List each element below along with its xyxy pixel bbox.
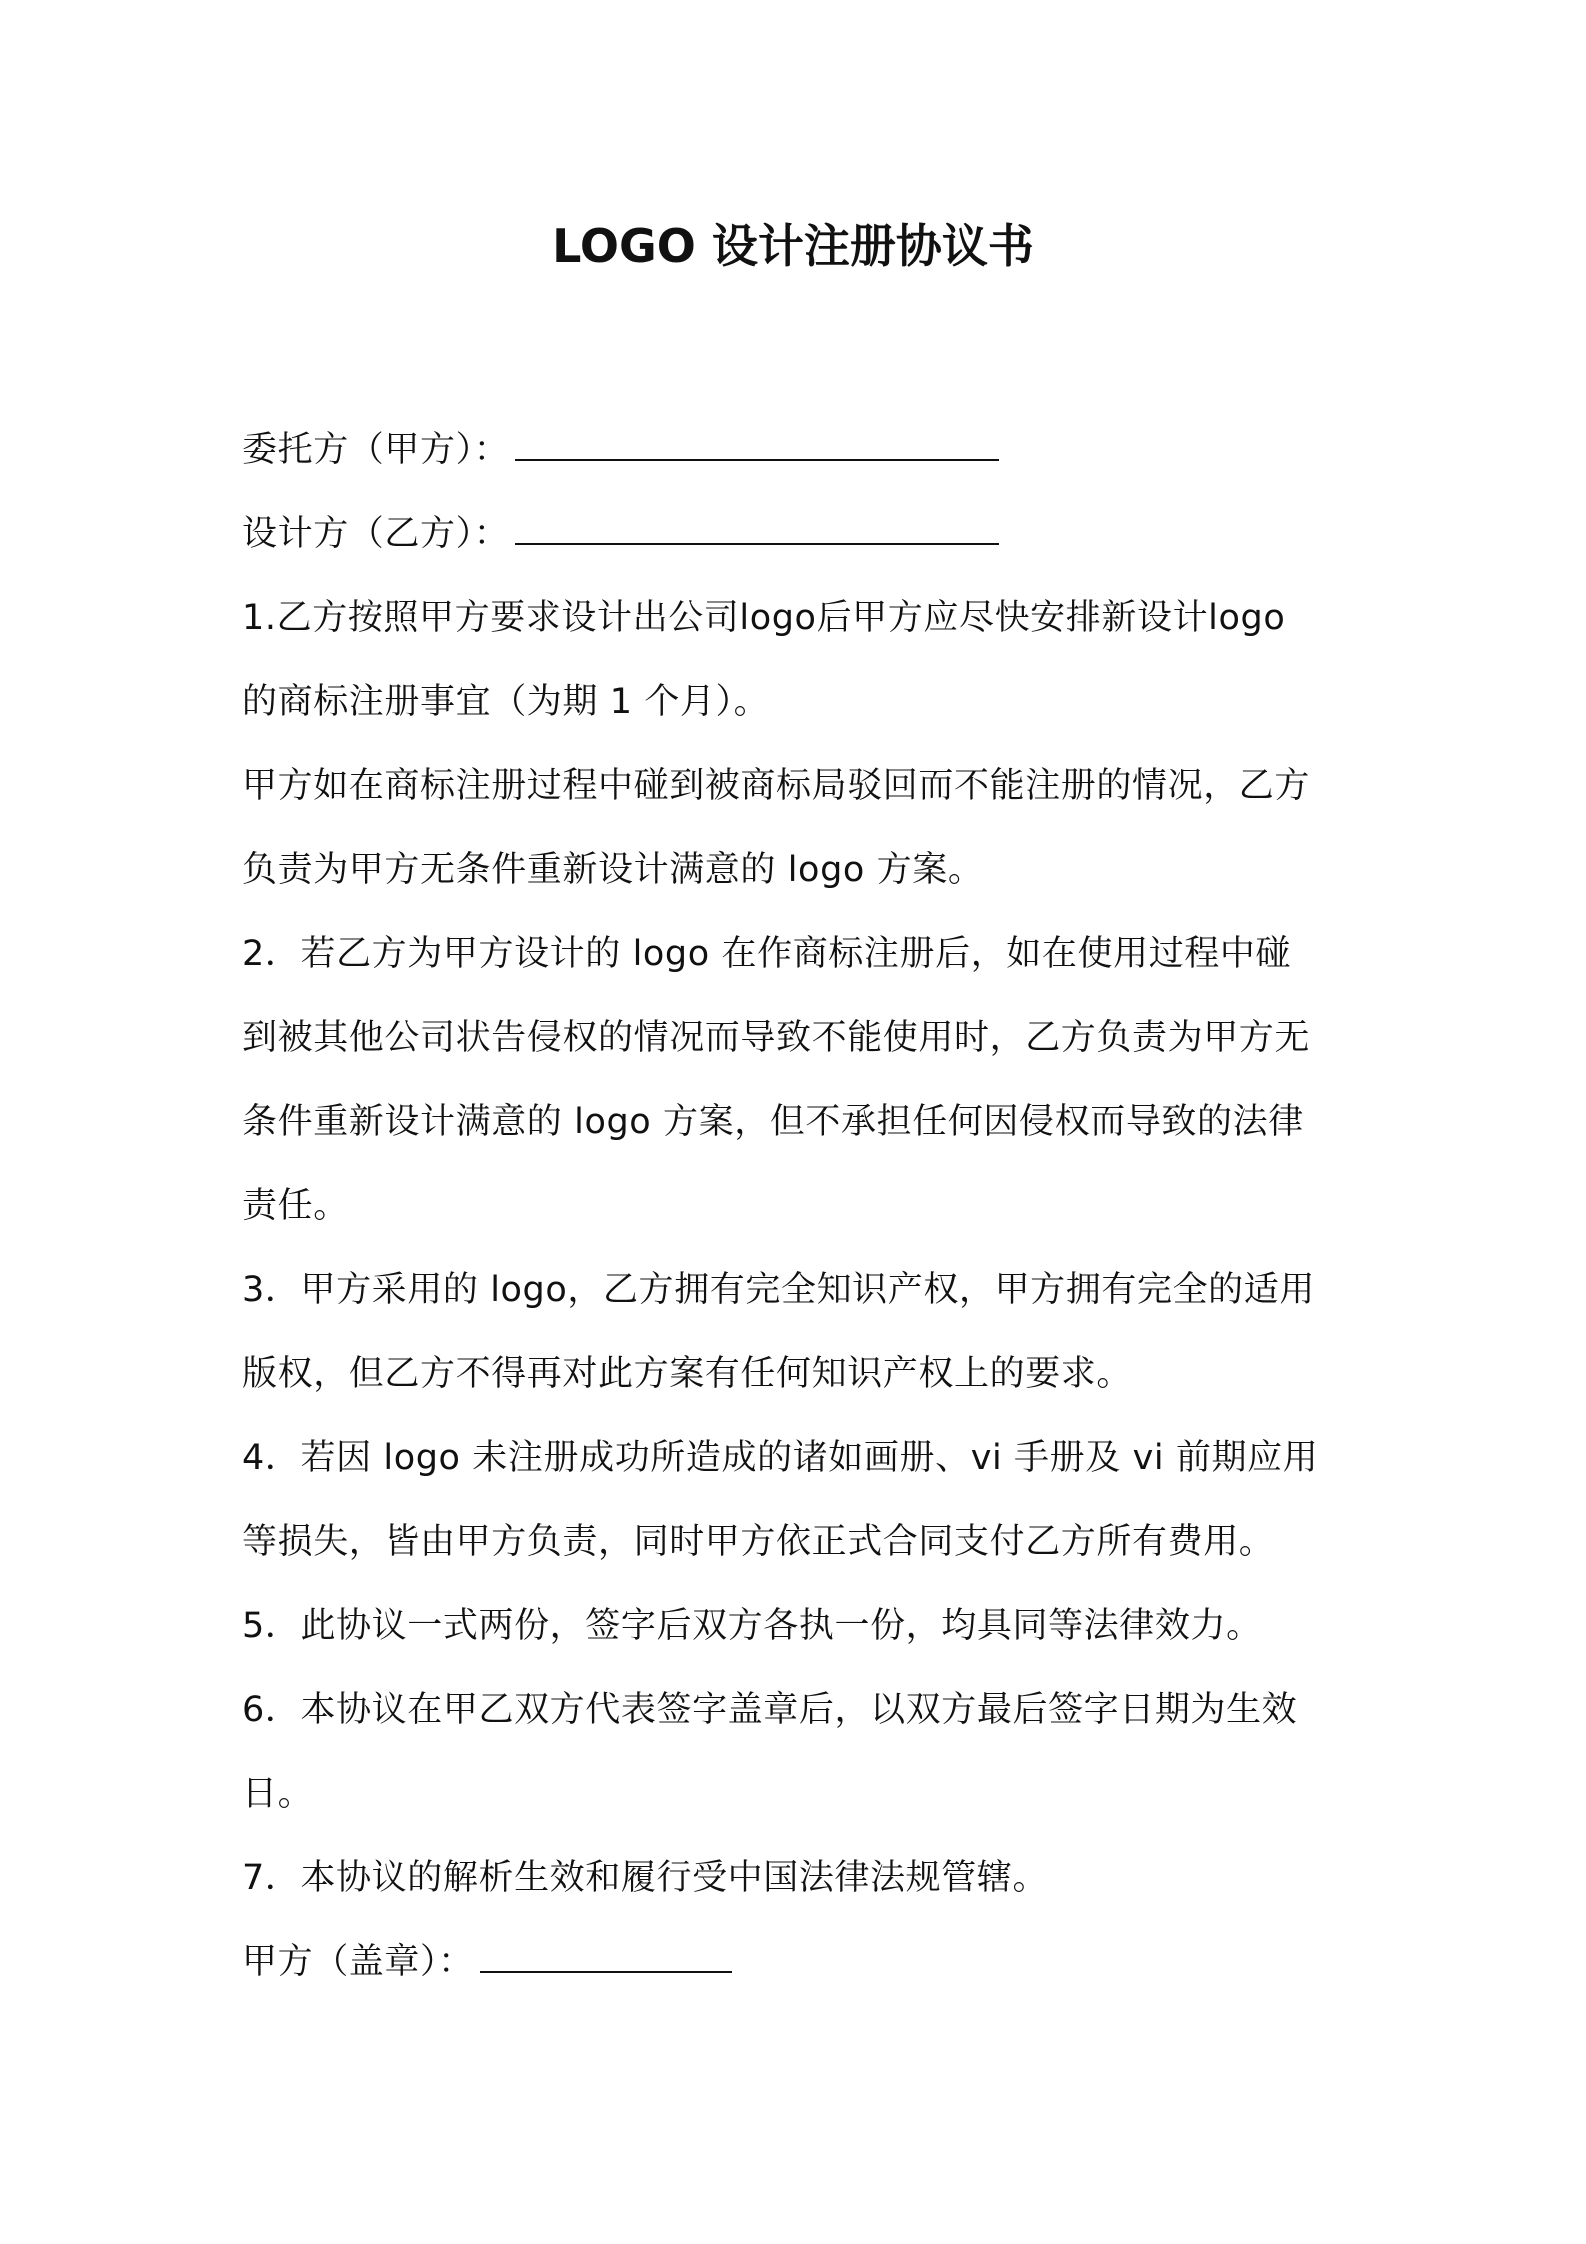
- clause-line: 6．本协议在甲乙双方代表签字盖章后，以双方最后签字日期为生效: [242, 1690, 1298, 1730]
- party-b-blank[interactable]: [515, 509, 999, 545]
- seal-line: [242, 1920, 1352, 2004]
- clause-line: 日。: [242, 1774, 314, 1814]
- clause-line: 版权，但乙方不得再对此方案有任何知识产权上的要求。: [242, 1354, 1133, 1394]
- clause-line: 1.乙方按照甲方要求设计出公司logo后甲方应尽快安排新设计logo: [242, 598, 1286, 638]
- party-b-label: 设计方（乙方）：: [242, 514, 510, 554]
- clause-line: 甲方如在商标注册过程中碰到被商标局驳回而不能注册的情况，乙方: [242, 766, 1311, 806]
- clause-line: 负责为甲方无条件重新设计满意的 logo 方案。: [242, 850, 984, 890]
- clause-line: 3．甲方采用的 logo，乙方拥有完全知识产权，甲方拥有完全的适用: [242, 1270, 1315, 1310]
- party-b-line: [242, 492, 1352, 576]
- party-a-label: 委托方（甲方）：: [242, 430, 510, 470]
- clause-line: 责任。: [242, 1186, 349, 1226]
- clause-line: 4．若因 logo 未注册成功所造成的诸如画册、vi 手册及 vi 前期应用: [242, 1438, 1319, 1478]
- document-body: [242, 408, 1352, 2004]
- clause-line: 的商标注册事宜（为期 1 个月）。: [242, 682, 770, 722]
- clause-line: 条件重新设计满意的 logo 方案，但不承担任何因侵权而导致的法律: [242, 1102, 1304, 1142]
- clause-line: 2．若乙方为甲方设计的 logo 在作商标注册后，如在使用过程中碰: [242, 934, 1292, 974]
- clause-line: 到被其他公司状告侵权的情况而导致不能使用时，乙方负责为甲方无: [242, 1018, 1311, 1058]
- document-title: LOGO 设计注册协议书: [552, 219, 1034, 273]
- seal-label: 甲方（盖章）：: [242, 1942, 474, 1982]
- seal-blank[interactable]: [480, 1937, 732, 1973]
- clause-line: 7．本协议的解析生效和履行受中国法律法规管辖。: [242, 1858, 1049, 1898]
- party-a-line: [242, 408, 1352, 492]
- clause-line: 等损失，皆由甲方负责，同时甲方依正式合同支付乙方所有费用。: [242, 1522, 1275, 1562]
- clause-line: 5．此协议一式两份，签字后双方各执一份，均具同等法律效力。: [242, 1606, 1262, 1646]
- party-a-blank[interactable]: [515, 425, 999, 461]
